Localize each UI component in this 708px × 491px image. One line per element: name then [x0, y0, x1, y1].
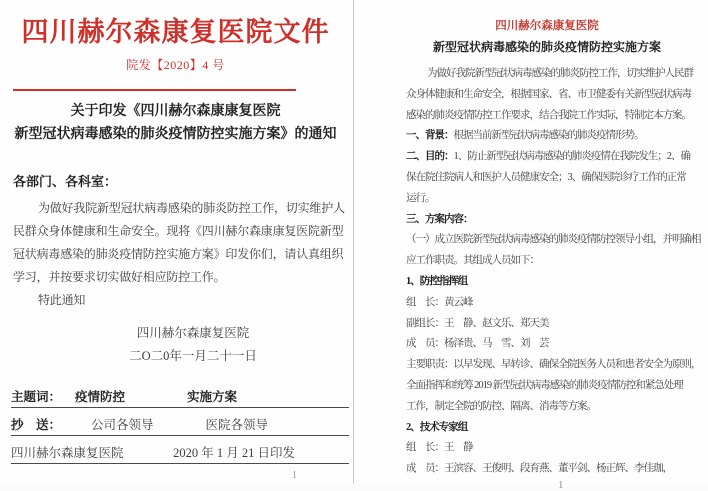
issuer-name: 四川赫尔森康复医院 — [11, 446, 124, 460]
group1-members: 成 员：杨泽贵、马 雪、刘 芸 — [406, 338, 549, 350]
section-background — [406, 126, 688, 147]
doc-number: 院发【2020】4 号 — [126, 58, 225, 72]
page-number: 1 — [292, 470, 297, 481]
purpose-line: 1、防止新型冠状病毒感染的肺炎疫情在我院发生；2、确 — [453, 151, 690, 163]
signature-org: 四川赫尔森康复医院 — [136, 326, 250, 340]
body-line: 冠状病毒感染的肺炎疫情防控实施方案》印发你们，请认真组织 — [13, 247, 344, 261]
subject-term: 实施方案 — [187, 390, 238, 404]
section-purpose-label: 二、目的： — [406, 151, 454, 163]
plan-intro — [406, 64, 693, 126]
body-line: 为做好我院新型冠状病毒感染的肺炎防控工作，切实维护人 — [38, 201, 345, 215]
signature-date: 二O二0年一月二十一日 — [129, 349, 257, 363]
group1-title: 1、防控指挥组 — [406, 275, 468, 287]
purpose-line: 运行。 — [406, 192, 435, 204]
body-line: 民群众身体健康和生命安全。现将《四川赫尔森康康复医院新型 — [13, 224, 344, 238]
section-background-text: 根据当前新型冠状病毒感染的肺炎疫情形势。 — [453, 130, 644, 142]
group1-deputy: 副组长：王 静、赵文乐、郑天美 — [406, 317, 549, 329]
print-date: 2020 年 1 月 21 日印发 — [173, 446, 295, 460]
issuer-row — [11, 436, 349, 464]
notice-title-line2: 新型冠状病毒感染的肺炎疫情防控实施方案》的通知 — [14, 127, 337, 142]
red-separator-line — [13, 89, 296, 91]
group1-leader: 组 长：黄云峰 — [406, 296, 473, 308]
salutation: 各部门、各科室： — [13, 174, 118, 189]
plan-doc-title: 新型冠状病毒感染的肺炎疫情防控实施方案 — [432, 40, 661, 54]
intro-line: 感染的肺炎疫情防控工作要求，结合我院工作实际，特制定本方案。 — [406, 109, 691, 121]
group2-title: 2、技术专家组 — [406, 421, 468, 433]
cc-item: 公司各领导 — [91, 418, 154, 432]
section-purpose — [406, 147, 688, 168]
cc-row — [11, 408, 349, 436]
intro-line: 为做好我院新型冠状病毒感染的肺炎防控工作，切实维护人民群 — [427, 68, 693, 79]
group1-duty-line: 工作，制定全院的防控、隔离、消毒等方案。 — [406, 400, 596, 412]
closing-phrase: 特此通知 — [38, 293, 86, 307]
cc-item: 医院各领导 — [205, 418, 269, 432]
group1-duty-line: 全面指挥和统筹 2019 新型冠状病毒感染的肺炎疫情防控和紧急处理 — [406, 379, 683, 391]
page-left — [0, 0, 353, 484]
group2-members: 成 员：王滨容、王俊明、段育燕、董平剑、杨正辉、李佳珈， — [406, 463, 672, 475]
subject-row — [11, 380, 349, 408]
signature-block — [128, 322, 258, 368]
section-background-label: 一、背景： — [406, 130, 454, 142]
cc-label: 抄 送： — [11, 418, 62, 432]
purpose-line: 保在院住院病人和医护人员健康安全；3、确保医院诊疗工作的正常 — [406, 171, 686, 183]
content-item-line: 应工作职责。其组成人员如下： — [406, 255, 539, 267]
body-line: 学习，并按要求切实做好相应防控工作。 — [13, 270, 226, 284]
doc-header-title: 四川赫尔森康复医院文件 — [21, 17, 330, 47]
group2-leader: 组 长：王 静 — [406, 442, 473, 454]
group1-duty-line: 主要职责：以早发现、早转诊、确保全院医务人员和患者安全为原则， — [406, 359, 701, 371]
content-item-line: （一）成立医院新型冠状病毒感染的肺炎疫情防控领导小组，并明确相 — [406, 234, 701, 246]
doc-footer — [11, 380, 349, 481]
page-right — [353, 0, 708, 491]
intro-line: 众身体健康和生命安全，根据国家、省、市卫健委有关新型冠状病毒 — [406, 88, 691, 100]
subject-label: 主题词： — [11, 390, 62, 404]
subject-term: 疫情防控 — [75, 390, 126, 404]
plan-org-title: 四川赫尔森康复医院 — [495, 20, 599, 32]
notice-body — [13, 197, 345, 312]
notice-title-line1: 关于印发《四川赫尔森康康复医院 — [70, 104, 281, 119]
page-number: 1 — [558, 479, 564, 491]
section-content-label: 三、方案内容： — [406, 213, 473, 225]
